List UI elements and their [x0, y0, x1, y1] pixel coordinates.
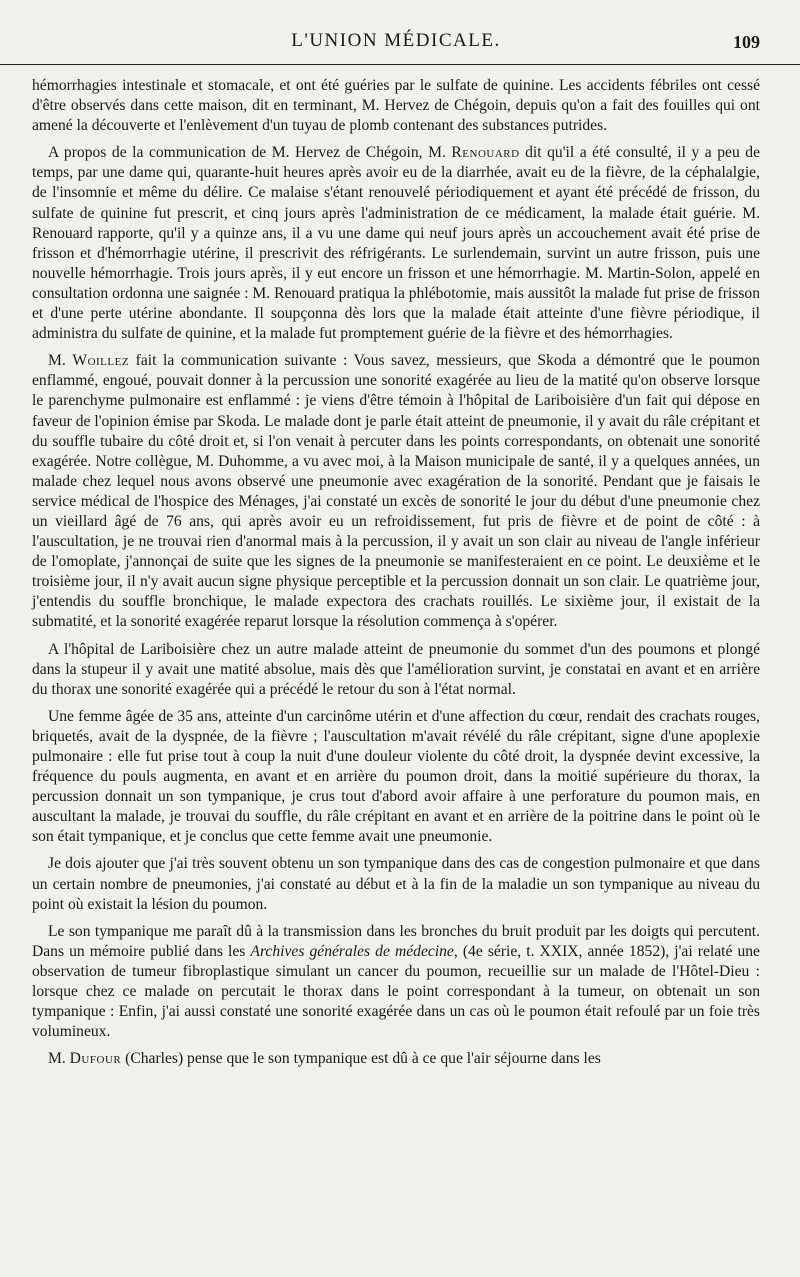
paragraph-text: hémorrhagies intestinale et stomacale, et ont été guéries par le sulfate de quinine. Les accidents fébriles ont cessé d'être observés dans cette maison, dit en terminant, M. Hervez de Chégoin, depuis qu'on a fait des fouilles qui ont amené la découverte et l'enlèvement d'un tuyau de plomb contenant des substances putrides.	[32, 77, 760, 135]
paragraph-text: dit qu'il a été consulté, il y a peu de temps, par une dame qui, quarante-huit heures après avoir eu de la diarrhée, avait eu de la fièvre, de la céphalalgie, de l'insomnie et même du délire. Ce malaise s'étant renouvelé périodiquement et ayant été précédé de frisson, du sulfate de quinine fut prescrit, et cinq jours après l'administration de ce médicament, la malade était guérie. M. Renouard rapporte, qu'il y a quinze ans, il a vu une dame qui neuf jours après un accouchement avait été prise de frisson et d'hémorrhagie utérine, il prescrivit des réfrigérants. Le surlendemain, survint un autre frisson, puis une nouvelle hémorrhagie. Trois jours après, il y eut encore un frisson et une hémorrhagie. M. Martin-Solon, appelé en consultation ordonna une saignée : M. Renouard pratiqua la phlébotomie, mais aussitôt la malade fut prise de frisson et d'une perte utérine abondante. Il soupçonna dès lors que la malade était atteinte d'une fièvre périodique, il administra du sulfate de quinine, et la malade fut promptement guérie de la fièvre et des hémorrhagies.	[32, 144, 760, 343]
paragraph-lead: M.	[48, 1050, 66, 1068]
page-number: 109	[733, 32, 760, 52]
speaker-name: Renouard	[451, 144, 520, 162]
paragraph-4	[32, 640, 760, 700]
paragraph-text: Une femme âgée de 35 ans, atteinte d'un carcinôme utérin et d'une affection du cœur, rendait des crachats rouges, briquetés, avait de la dyspnée, de la fièvre ; l'auscultation m'avait révélé du râle crépitant, signe d'une apoplexie pulmonaire : elle fut prise tout à coup la nuit d'une douleur violente du côté droit, la dyspnée devint excessive, la fréquence du pouls augmenta, en avant et en arrière du poumon droit, dans la moitié supérieure du thorax, la percussion donnait un son tympanique, je crus tout d'abord avoir affaire à une perforature du poumon mais, en auscultant la malade, je trouvai du souffle, du râle crépitant en avant et en arrière de la poitrine dans le point où le son était tympanique, et je conclus que cette femme avait une pneumonie.	[32, 707, 760, 846]
paragraph-lead: M.	[48, 352, 66, 370]
speaker-name: Woillez	[72, 352, 130, 370]
running-title: L'UNION MÉDICALE.	[291, 30, 501, 51]
paragraph-1	[32, 76, 760, 136]
paragraph-2	[32, 143, 760, 344]
header-rule	[0, 64, 800, 65]
paragraph-text-before: Le son tympanique me paraît dû à la transmission dans les bronches du bruit produit par les doigts qui percutent. Dans un mémoire publié dans les	[32, 922, 760, 960]
paragraph-text: (Charles) pense que le son tympanique est dû à ce que l'air séjourne dans les	[125, 1050, 601, 1068]
paragraph-8	[32, 1049, 760, 1069]
paragraph-lead: A propos de la communication de M. Hervez de Chégoin, M.	[48, 144, 446, 162]
paragraph-text: A l'hôpital de Lariboisière chez un autre malade atteint de pneumonie du sommet d'un des poumons et plongé dans la stupeur il y avait une matité absolue, mais dès que l'amélioration survint, je constatai en avant et en arrière du thorax une sonorité exagérée qui a précédé le retour du son à l'état normal.	[32, 640, 760, 698]
paragraph-text: , (4e série, t. XXIX, année 1852), j'ai relaté une observation de tumeur fibroplastique simulant un cancer du poumon, recueillie sur un malade de l'Hôtel-Dieu : lorsque chez ce malade on percutait le thorax dans le point correspondant à la tumeur, on obtenait un son tympanique : Enfin, j'ai aussi constaté une sonorité exagérée dans un cas où le poumon était refoulé par un foie très volumineux.	[32, 942, 760, 1041]
paragraph-6	[32, 854, 760, 914]
paragraph-7	[32, 922, 760, 1043]
paragraph-5	[32, 707, 760, 848]
paragraph-text: fait la communication suivante : Vous savez, messieurs, que Skoda a démontré que le poumon enflammé, engoué, pouvait donner à la percussion une sonorité exagérée au lieu de la matité qu'on observe lorsque le parenchyme pulmonaire est enflammé : je viens d'être témoin à l'hôpital de Lariboisière d'un fait qui dépose en faveur de l'opinion émise par Skoda. Le malade dont je parle était atteint de pneumonie, il y avait du râle crépitant et du souffle tubaire du côté droit et, si l'on venait à percuter dans les points correspondants, on obtenait une sonorité exagérée. Notre collègue, M. Duhomme, a vu avec moi, à la Maison municipale de santé, il y a quelques années, un malade chez lequel nous avons observé une pneumonie avec exagération de la sonorité. Pendant que je faisais le service médical de l'hospice des Ménages, j'ai constaté un excès de sonorité le jour du début d'une pneumonie chez un vieillard âgé de 76 ans, qui après avoir eu un refroidissement, fut pris de fièvre et de point de côté : à l'auscultation, je ne trouvai rien d'anormal mais à la percussion, il y avait un son clair au niveau de l'angle inférieur de l'omoplate, j'annonçai de suite que les signes de la pneumonie se manifesteraient en ce point. Le deuxième et le troisième jour, il n'y avait aucun signe physique perceptible et la percussion donnait un son clair. Le quatrième jour, j'entendis du souffle bronchique, le malade expectora des crachats rouillés. Le sixième jour, il existait de la submatité, et la sonorité exagérée reparut lorsque la résolution commença à s'opérer.	[32, 352, 760, 631]
journal-title: Archives générales de médecine	[250, 942, 454, 960]
paragraph-3	[32, 351, 760, 632]
body-text	[32, 76, 760, 1076]
page-header	[32, 0, 760, 58]
speaker-name: Dufour	[69, 1050, 122, 1068]
paragraph-text: Je dois ajouter que j'ai très souvent obtenu un son tympanique dans des cas de congestion pulmonaire et que dans un certain nombre de pneumonies, j'ai constaté au début et à la fin de la maladie un son tympanique au niveau du point où existait la lésion du poumon.	[32, 855, 760, 913]
